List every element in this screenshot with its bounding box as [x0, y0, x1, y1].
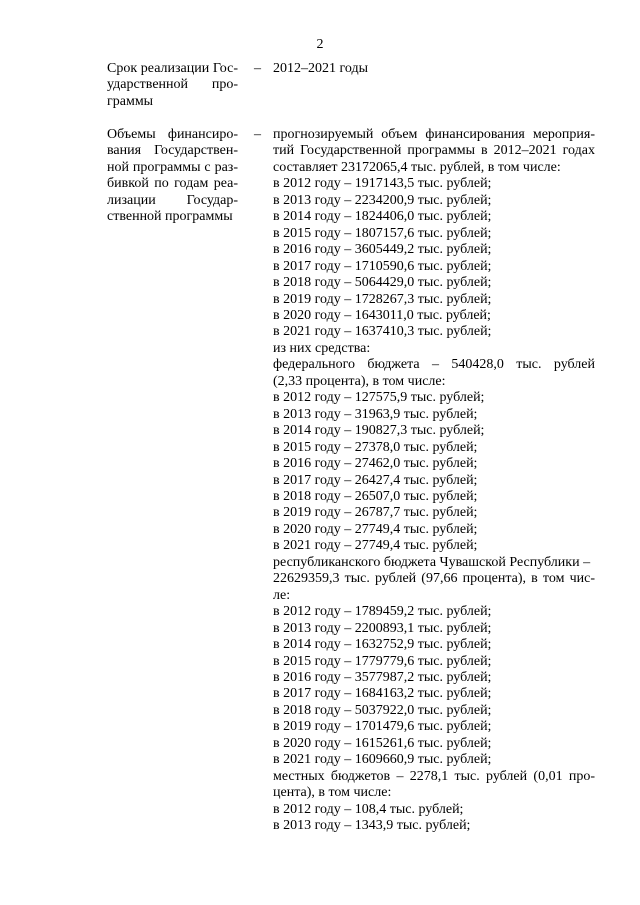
financing-line: в 2020 году – 27749,4 тыс. рублей;	[273, 521, 478, 537]
financing-content	[273, 127, 595, 834]
financing-line: в 2019 году – 26787,7 тыс. рублей;	[273, 505, 478, 521]
financing-line: в 2017 году – 1710590,6 тыс. рублей;	[273, 258, 492, 274]
financing-label-line-4: бивкой по годам реа-	[107, 176, 238, 192]
financing-line: в 2014 году – 1632752,9 тыс. рублей;	[273, 637, 492, 653]
financing-line: тий Государственной программы в 2012–2021 годах	[273, 143, 595, 159]
financing-line: прогнозируемый объем финансирования мероприя-	[273, 127, 595, 142]
financing-line: в 2016 году – 27462,0 тыс. рублей;	[273, 456, 478, 472]
financing-label-line-3: ной программы с раз-	[107, 159, 238, 175]
financing-line: в 2021 году – 27749,4 тыс. рублей;	[273, 538, 478, 554]
term-label-line-3: граммы	[107, 93, 154, 109]
financing-line: в 2017 году – 1684163,2 тыс. рублей;	[273, 686, 492, 702]
term-dash: –	[254, 61, 261, 76]
term-label-line-2: ударственной про-	[107, 77, 238, 93]
financing-line: в 2013 году – 2234200,9 тыс. рублей;	[273, 192, 492, 208]
term-label-line-1: Срок реализации Гос-	[107, 61, 238, 76]
financing-label-line-2: вания Государствен-	[107, 143, 238, 159]
financing-dash: –	[254, 127, 261, 142]
financing-label-line-1: Объемы финансиро-	[107, 127, 238, 142]
financing-line: федерального бюджета – 540428,0 тыс. рублей	[273, 357, 595, 373]
financing-line: республиканского бюджета Чувашской Республики –	[273, 554, 591, 570]
financing-line: цента), в том числе:	[273, 785, 392, 801]
financing-line: местных бюджетов – 2278,1 тыс. рублей (0,01 про-	[273, 768, 595, 784]
financing-line: в 2017 году – 26427,4 тыс. рублей;	[273, 472, 478, 488]
financing-line: в 2015 году – 1807157,6 тыс. рублей;	[273, 225, 492, 241]
financing-line: в 2020 году – 1615261,6 тыс. рублей;	[273, 735, 492, 751]
financing-line: в 2018 году – 5064429,0 тыс. рублей;	[273, 275, 492, 291]
financing-line: в 2019 году – 1701479,6 тыс. рублей;	[273, 719, 492, 735]
financing-line: в 2012 году – 108,4 тыс. рублей;	[273, 801, 464, 817]
financing-label-line-5: лизации Государ-	[107, 192, 238, 208]
financing-line: из них средства:	[273, 340, 371, 356]
financing-line: в 2013 году – 2200893,1 тыс. рублей;	[273, 620, 492, 636]
financing-line: в 2012 году – 1789459,2 тыс. рублей;	[273, 604, 492, 620]
financing-line: составляет 23172065,4 тыс. рублей, в том числе:	[273, 159, 561, 175]
financing-line: в 2020 году – 1643011,0 тыс. рублей;	[273, 307, 491, 323]
financing-line: в 2012 году – 1917143,5 тыс. рублей;	[273, 176, 492, 192]
financing-line: в 2019 году – 1728267,3 тыс. рублей;	[273, 291, 492, 307]
financing-line: в 2018 году – 26507,0 тыс. рублей;	[273, 488, 478, 504]
page-number: 2	[316, 37, 324, 52]
financing-line: 22629359,3 тыс. рублей (97,66 процента), в том чис-	[273, 571, 595, 587]
financing-line: в 2016 году – 3577987,2 тыс. рублей;	[273, 669, 492, 685]
financing-line: в 2018 году – 5037922,0 тыс. рублей;	[273, 702, 492, 718]
financing-line: в 2012 году – 127575,9 тыс. рублей;	[273, 390, 485, 406]
term-value: 2012–2021 годы	[273, 61, 369, 76]
financing-line: ле:	[273, 587, 291, 603]
financing-line: в 2021 году – 1609660,9 тыс. рублей;	[273, 752, 492, 768]
financing-line: в 2013 году – 31963,9 тыс. рублей;	[273, 406, 478, 422]
financing-line: в 2015 году – 27378,0 тыс. рублей;	[273, 439, 478, 455]
financing-label-line-6: ственной программы	[107, 209, 233, 225]
financing-line: в 2016 году – 3605449,2 тыс. рублей;	[273, 242, 492, 258]
financing-line: в 2014 году – 1824406,0 тыс. рублей;	[273, 209, 492, 225]
financing-line: в 2014 году – 190827,3 тыс. рублей;	[273, 423, 485, 439]
financing-line: в 2013 году – 1343,9 тыс. рублей;	[273, 818, 471, 834]
financing-label	[107, 127, 238, 225]
financing-line: (2,33 процента), в том числе:	[273, 373, 446, 389]
financing-line: в 2015 году – 1779779,6 тыс. рублей;	[273, 653, 492, 669]
financing-line: в 2021 году – 1637410,3 тыс. рублей;	[273, 324, 492, 340]
term-label	[107, 61, 238, 110]
